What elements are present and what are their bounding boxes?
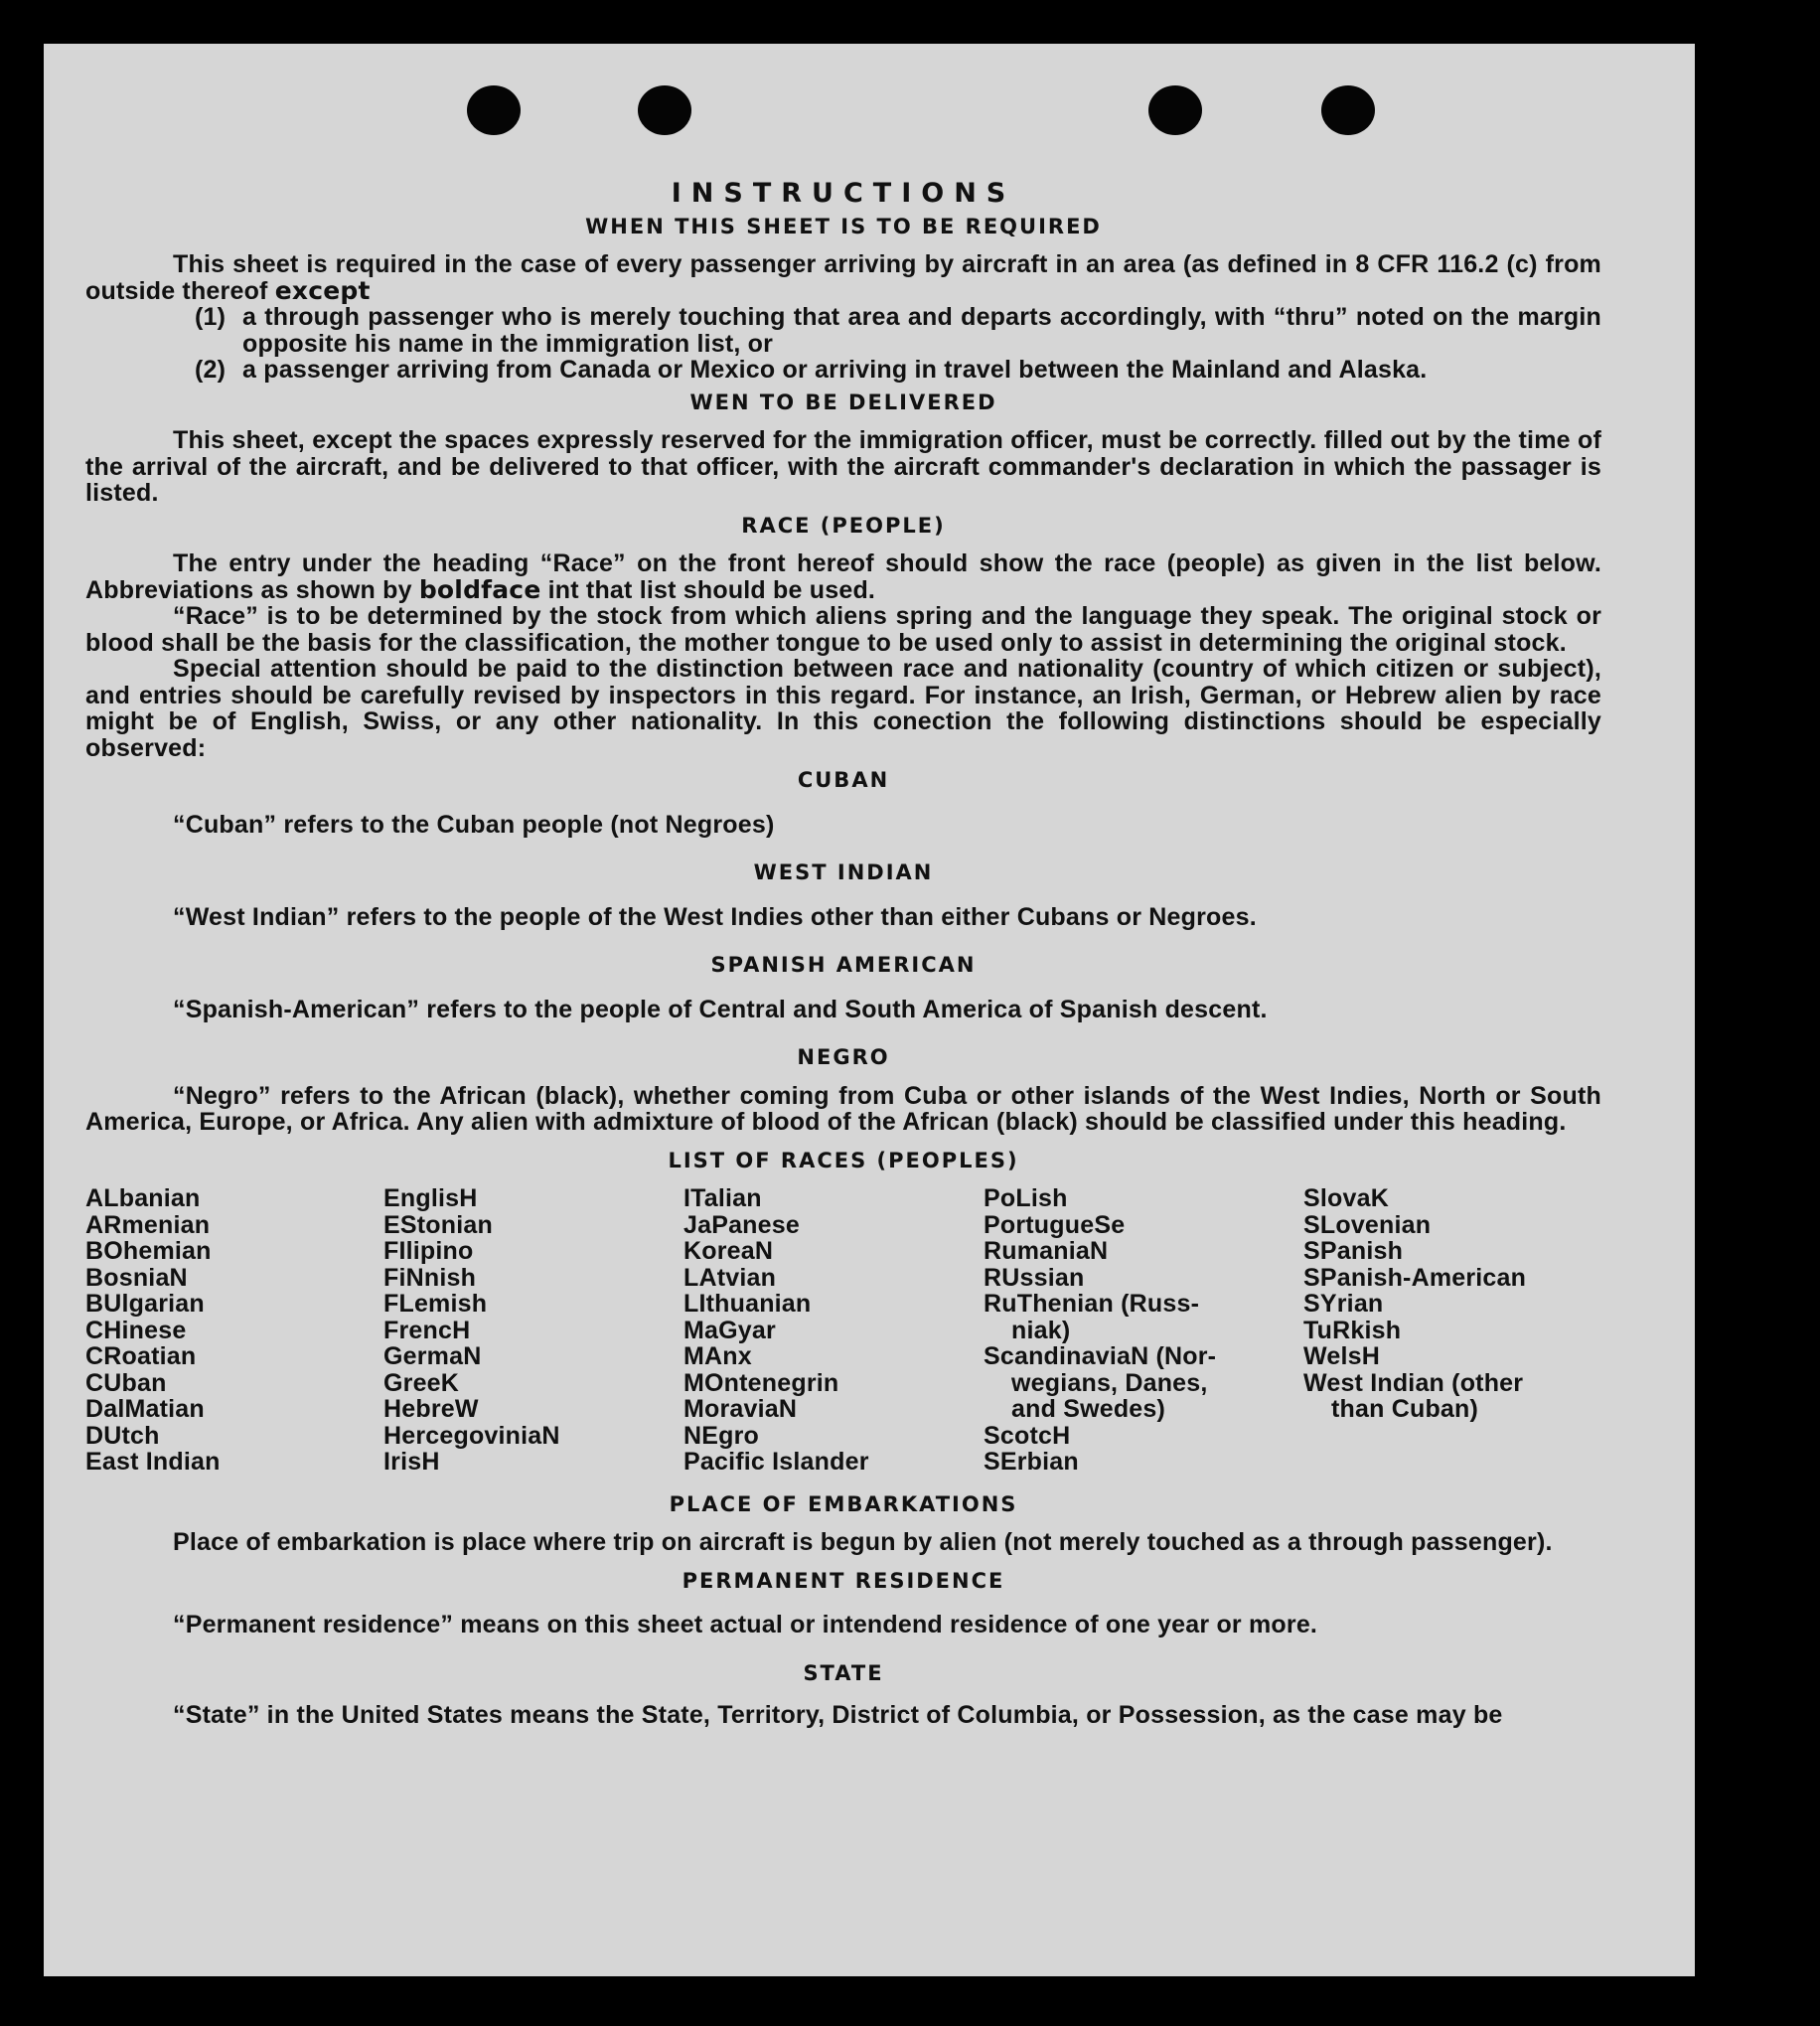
heading-permanent-residence: PERMANENT RESIDENCE (682, 1568, 1005, 1593)
race-paragraph: “Race” is to be determined by the stock from which aliens spring and the language they speak. The original stock or blood shall be the basis for the classification, the mother tongue to be used only to assist in determining the original stock. (85, 602, 1601, 657)
race-item: RumaniaN (984, 1237, 1109, 1265)
race-item: GermaN (383, 1342, 482, 1370)
races-column (984, 1185, 1303, 1476)
race-item: NEgro (683, 1421, 759, 1450)
race-item: SErbian (984, 1448, 1079, 1476)
race-item: SLovenian (1303, 1210, 1432, 1239)
race-item: HebreW (383, 1395, 479, 1423)
title-instructions: INSTRUCTIONS (671, 178, 1016, 209)
heading-cuban: CUBAN (797, 768, 890, 792)
race-item: BosniaN (85, 1263, 188, 1292)
race-item: MOntenegrin (683, 1368, 839, 1397)
race-item: GreeK (383, 1368, 460, 1397)
races-list (85, 1185, 1601, 1476)
race-item: CRoatian (85, 1342, 197, 1370)
race-item: SPanish (1303, 1237, 1404, 1265)
race-item: HercegoviniaN (383, 1421, 560, 1450)
race-item: MoraviaN (683, 1395, 798, 1423)
race-item: ITalian (683, 1184, 762, 1212)
embarkation-definition: Place of embarkation is place where trip on aircraft is begun by alien (not merely touched as a through passenger). (173, 1528, 1553, 1556)
west-indian-definition: “West Indian” refers to the people of the West Indies other than either Cubans or Negroes. (173, 902, 1257, 931)
race-paragraph: Special attention should be paid to the distinction between race and nationality (country of which citizen or subject), and entries should be carefully revised by inspectors in this regard. For instance, an Irish, German, or Hebrew alien by race might be of English, Swiss, or any other nationality. In this conection the following distinctions should be especially observed: (85, 655, 1601, 762)
heading-when-required: WHEN THIS SHEET IS TO BE REQUIRED (585, 214, 1102, 238)
heading-west-indian: WEST INDIAN (753, 860, 934, 884)
list-item: (1) a through passenger who is merely touching that area and departs accordingly, with “thru” noted on the margin opposite his name in the immigration list, or (195, 303, 1601, 358)
list-item: (2) a passenger arriving from Canada or Mexico or arriving in travel between the Mainland and Alaska. (195, 356, 1428, 384)
race-item: SlovaK (1303, 1184, 1389, 1212)
race-item: EnglisH (383, 1184, 478, 1212)
except-word: except (274, 275, 371, 305)
races-column (683, 1185, 984, 1476)
cuban-definition: “Cuban” refers to the Cuban people (not Negroes) (173, 810, 775, 839)
race-item: PortugueSe (984, 1210, 1126, 1239)
race-item: CHinese (85, 1316, 187, 1344)
race-item: IrisH (383, 1448, 440, 1476)
heading-spanish-american: SPANISH AMERICAN (710, 953, 977, 977)
race-item: ScotcH (984, 1421, 1071, 1450)
race-item: MaGyar (683, 1316, 776, 1344)
delivered-text: This sheet, except the spaces expressly reserved for the immigration officer, must be correctly. filled out by the time of the arrival of the aircraft, and be delivered to that officer, with the aircraft commander's declaration in which the passager is listed. (85, 426, 1601, 507)
race-item: SYrian (1303, 1290, 1384, 1318)
race-item: East Indian (85, 1448, 221, 1476)
race-item: FrencH (383, 1316, 471, 1344)
race-item: wegians, Danes, (1011, 1368, 1208, 1397)
race-item: Pacific Islander (683, 1448, 869, 1476)
heading-list-of-races: LIST OF RACES (PEOPLES) (668, 1148, 1019, 1172)
race-item: DalMatian (85, 1395, 205, 1423)
instructions-body (85, 178, 1601, 1729)
race-item: BUlgarian (85, 1290, 205, 1318)
race-item: KoreaN (683, 1237, 774, 1265)
race-item: West Indian (other (1303, 1368, 1524, 1397)
race-item: than Cuban) (1331, 1395, 1479, 1423)
race-paragraph: The entry under the heading “Race” on the front hereof should show the race (people) as given in the list below. Abbreviations as shown by boldface int that list should be used. (85, 549, 1601, 604)
race-item: ARmenian (85, 1210, 211, 1239)
race-item: PoLish (984, 1184, 1068, 1212)
races-column (383, 1185, 683, 1476)
race-item: ScandinaviaN (Nor- (984, 1342, 1217, 1370)
spanish-american-definition: “Spanish-American” refers to the people of Central and South America of Spanish descent. (173, 995, 1268, 1023)
race-item: WelsH (1303, 1342, 1380, 1370)
race-item: MAnx (683, 1342, 752, 1370)
race-item: ALbanian (85, 1184, 201, 1212)
permanent-residence-definition: “Permanent residence” means on this sheet actual or intendend residence of one year or more. (173, 1611, 1318, 1638)
races-column (85, 1185, 383, 1476)
race-item: TuRkish (1303, 1316, 1402, 1344)
race-item: BOhemian (85, 1237, 212, 1265)
race-item: DUtch (85, 1421, 160, 1450)
heading-when-delivered: WEN TO BE DELIVERED (689, 390, 997, 414)
heading-embarkation: PLACE OF EMBARKATIONS (669, 1491, 1018, 1516)
race-item: SPanish-American (1303, 1263, 1527, 1292)
race-item: and Swedes) (1011, 1395, 1166, 1423)
punch-hole (467, 85, 521, 135)
race-item: RUssian (984, 1263, 1085, 1292)
race-item: niak) (1011, 1316, 1071, 1344)
race-item: CUban (85, 1368, 167, 1397)
races-column (1303, 1185, 1601, 1476)
race-item: FLemish (383, 1290, 488, 1318)
race-item: RuThenian (Russ- (984, 1290, 1200, 1318)
required-intro: This sheet is required in the case of every passenger arriving by aircraft in an area (as defined in 8 CFR 116.2 (c) from outside thereof except (85, 250, 1601, 305)
punch-hole (638, 85, 691, 135)
race-item: FiNnish (383, 1263, 477, 1292)
heading-negro: NEGRO (797, 1045, 890, 1069)
race-item: LAtvian (683, 1263, 777, 1292)
race-item: LIthuanian (683, 1290, 812, 1318)
state-definition: “State” in the United States means the State, Territory, District of Columbia, or Possession, as the case may be (173, 1701, 1503, 1729)
race-item: FIlipino (383, 1237, 474, 1265)
punch-hole (1148, 85, 1202, 135)
document-page (44, 44, 1695, 1976)
punch-hole (1321, 85, 1375, 135)
race-item: EStonian (383, 1210, 493, 1239)
heading-race: RACE (PEOPLE) (741, 513, 946, 538)
race-item: JaPanese (683, 1210, 800, 1239)
negro-definition: “Negro” refers to the African (black), whether coming from Cuba or other islands of the West Indies, North or South America, Europe, or Africa. Any alien with admixture of blood of the African (black) should be classified under this heading. (85, 1081, 1601, 1136)
boldface-word: boldface (418, 574, 541, 604)
heading-state: STATE (803, 1660, 884, 1685)
